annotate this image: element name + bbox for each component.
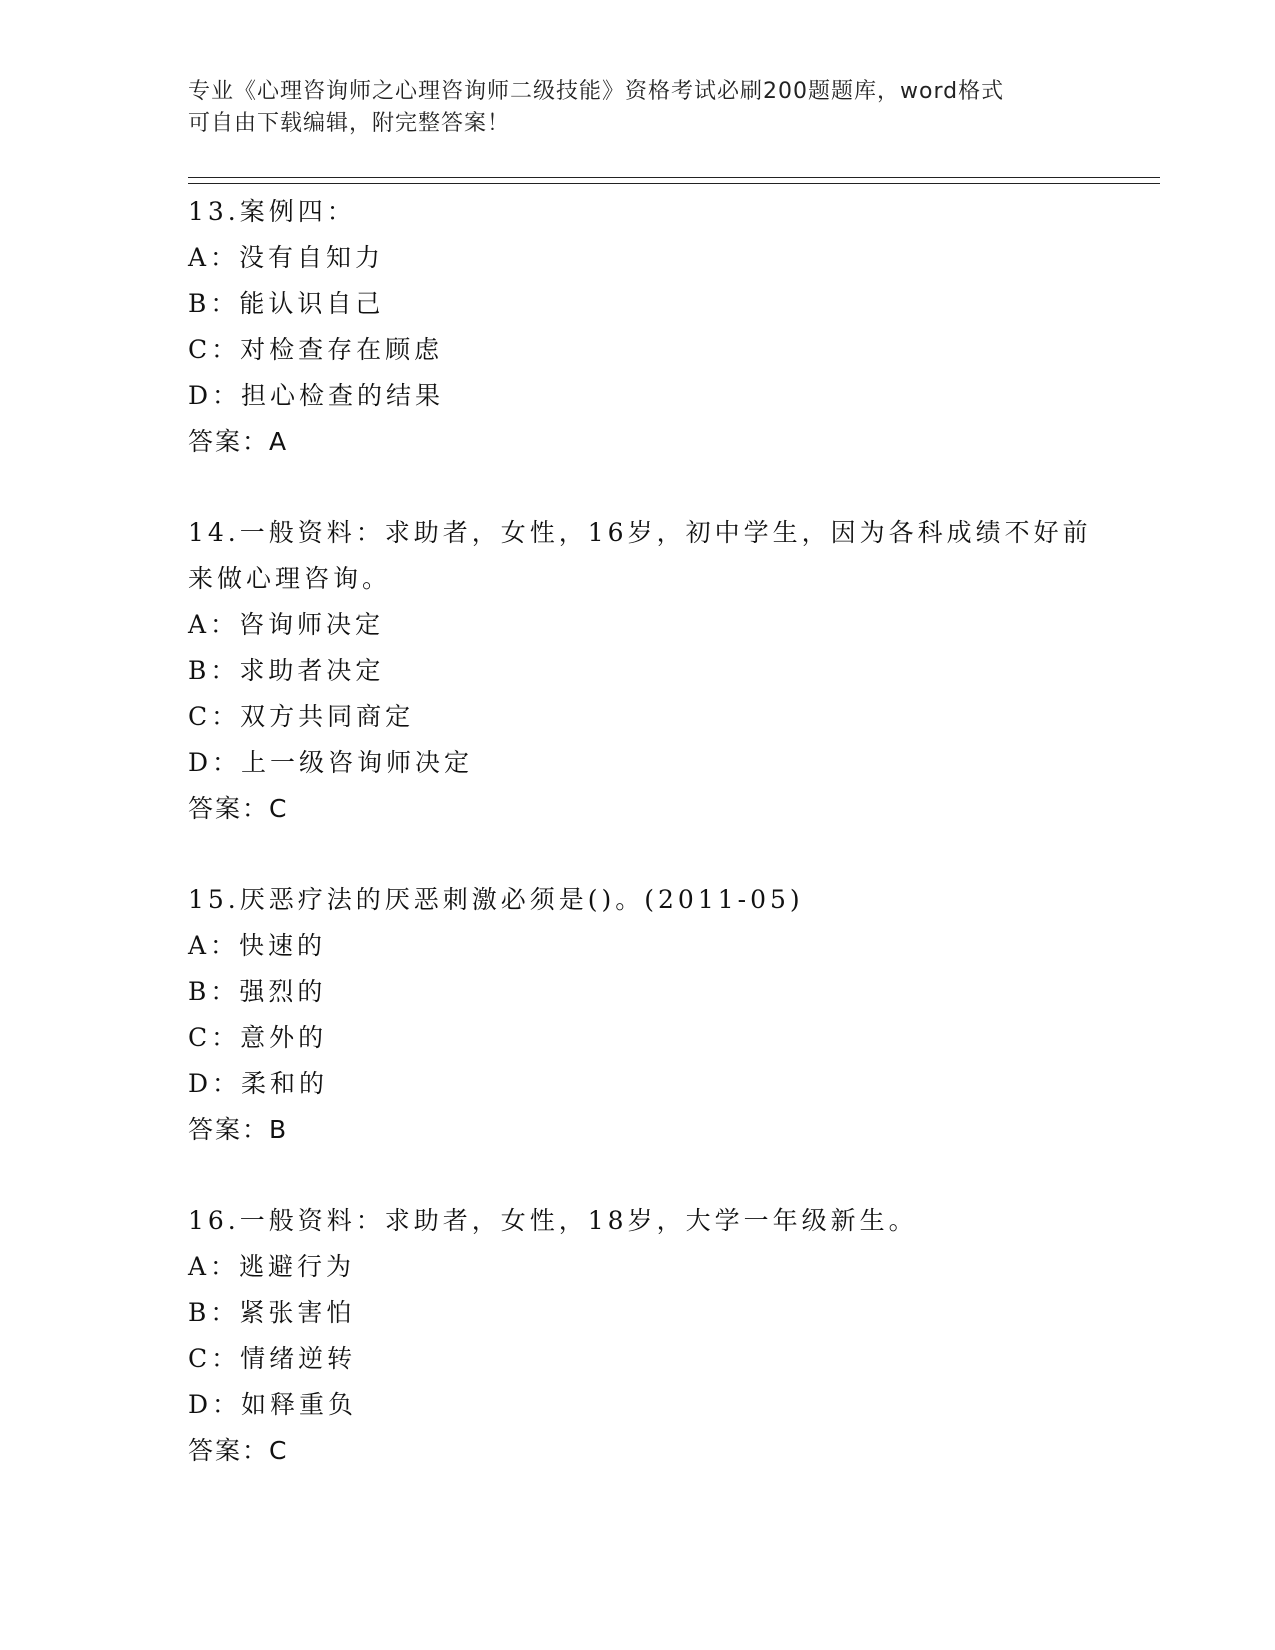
- answer-line: 答案：C: [188, 1436, 289, 1465]
- question-16: [188, 1198, 1088, 1474]
- question-spacer: [188, 1153, 1088, 1198]
- option-c: C：意外的: [188, 1023, 328, 1052]
- option-d: D：柔和的: [188, 1069, 329, 1098]
- option-b: B：强烈的: [188, 977, 327, 1006]
- option-d: D：上一级咨询师决定: [188, 748, 474, 777]
- option-c: C：情绪逆转: [188, 1344, 357, 1373]
- document-header: [188, 76, 1088, 140]
- question-15: [188, 877, 1088, 1153]
- option-b: B：能认识自己: [188, 289, 385, 318]
- question-stem-continued: 来做心理咨询。: [188, 564, 392, 593]
- option-a: A：没有自知力: [188, 243, 385, 272]
- question-spacer: [188, 832, 1088, 877]
- header-divider-top: [188, 177, 1160, 178]
- answer-line: 答案：A: [188, 427, 289, 456]
- question-stem: 15.厌恶疗法的厌恶刺激必须是()。(2011-05): [188, 885, 804, 914]
- question-13: [188, 189, 1088, 465]
- question-stem: 13.案例四：: [188, 197, 356, 226]
- option-d: D：如释重负: [188, 1390, 358, 1419]
- option-a: A：快速的: [188, 931, 327, 960]
- question-spacer: [188, 465, 1088, 510]
- option-b: B：紧张害怕: [188, 1298, 356, 1327]
- answer-line: 答案：C: [188, 794, 289, 823]
- header-line-1: 专业《心理咨询师之心理咨询师二级技能》资格考试必刷200题题库，word格式: [188, 79, 1005, 104]
- header-line-2: 可自由下载编辑，附完整答案！: [188, 111, 511, 136]
- option-c: C：对检查存在顾虑: [188, 335, 444, 364]
- answer-line: 答案：B: [188, 1115, 289, 1144]
- question-list: [188, 189, 1092, 1474]
- question-stem: 16.一般资料：求助者，女性，18岁，大学一年级新生。: [188, 1206, 918, 1235]
- option-a: A：逃避行为: [188, 1252, 356, 1281]
- header-divider-bottom: [188, 183, 1160, 184]
- option-d: D：担心检查的结果: [188, 381, 445, 410]
- question-stem: 14.一般资料：求助者，女性，16岁，初中学生，因为各科成绩不好前: [188, 518, 1092, 547]
- option-c: C：双方共同商定: [188, 702, 415, 731]
- question-14: [188, 510, 1092, 832]
- option-a: A：咨询师决定: [188, 610, 385, 639]
- option-b: B：求助者决定: [188, 656, 385, 685]
